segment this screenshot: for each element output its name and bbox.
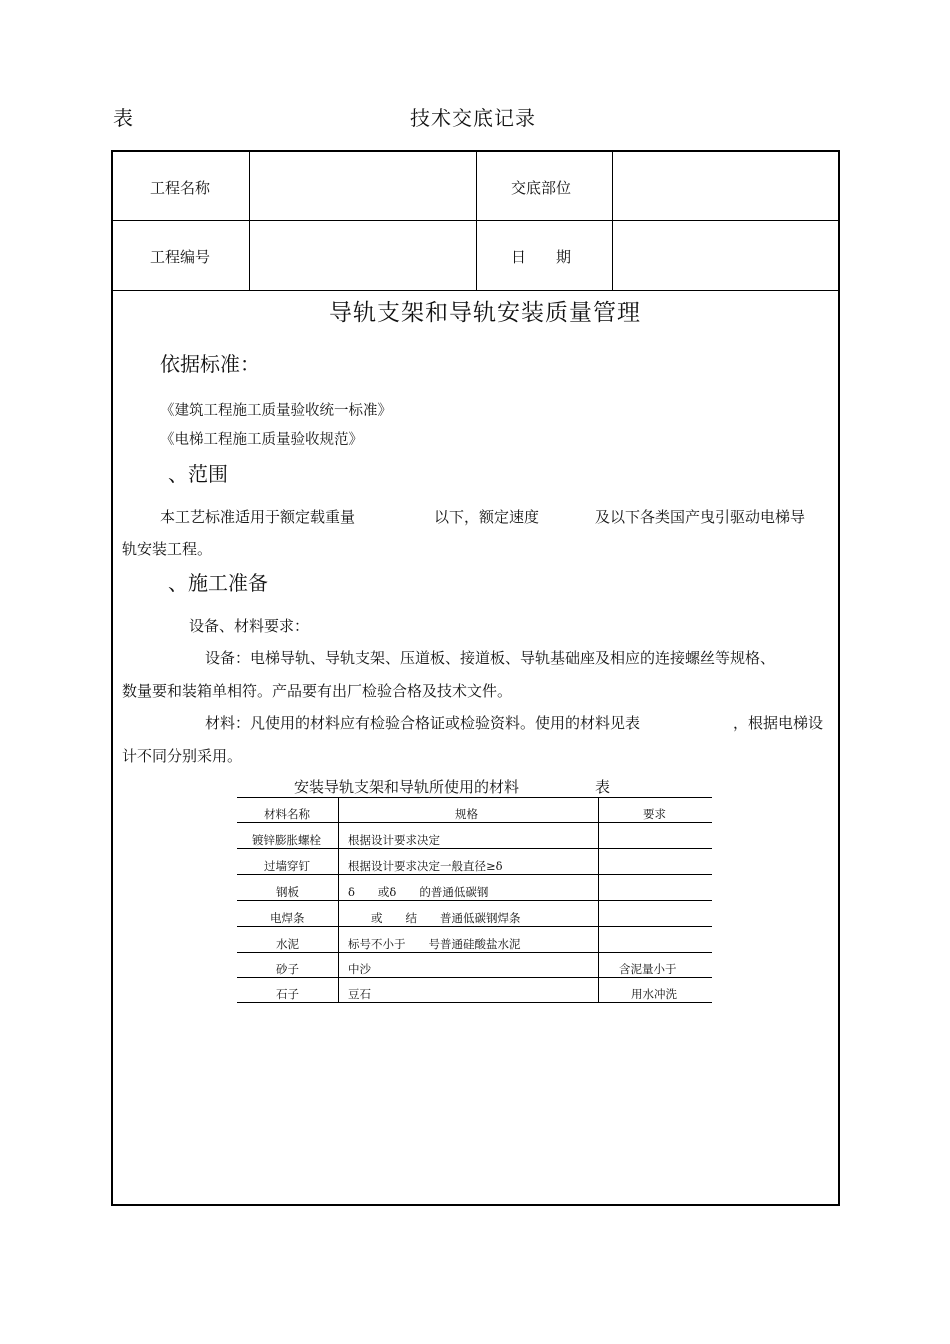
table-rule bbox=[237, 797, 712, 798]
table-cell: δ 或δ 的普通低碳钢 bbox=[348, 885, 489, 899]
equip-material-heading: 设备、材料要求： bbox=[189, 617, 310, 635]
row-divider-2 bbox=[113, 290, 838, 291]
col-divider-2 bbox=[476, 152, 477, 290]
table-cell: 含泥量小于 bbox=[619, 962, 677, 976]
table-header: 要求 bbox=[643, 807, 666, 821]
table-rule bbox=[237, 1002, 712, 1003]
table-cell: 镀锌膨胀螺栓 bbox=[252, 833, 321, 847]
table-rule bbox=[237, 822, 712, 823]
material-text: 计不同分别采用。 bbox=[122, 747, 243, 765]
col-divider-1 bbox=[249, 152, 250, 290]
table-header: 规格 bbox=[455, 807, 478, 821]
table-cell: 或 结 普通低碳钢焊条 bbox=[348, 911, 521, 925]
table-col-rule bbox=[338, 797, 339, 1003]
table-rule bbox=[237, 874, 712, 875]
table-cell: 钢板 bbox=[276, 885, 299, 899]
table-rule bbox=[237, 977, 712, 978]
table-cell: 豆石 bbox=[348, 987, 371, 1001]
materials-table-caption: 安装导轨支架和导轨所使用的材料 bbox=[294, 778, 520, 796]
table-rule bbox=[237, 926, 712, 927]
col-divider-3 bbox=[612, 152, 613, 290]
basis-heading: 依据标准： bbox=[160, 352, 260, 376]
table-rule bbox=[237, 900, 712, 901]
materials-table-caption-suffix: 表 bbox=[595, 778, 611, 796]
material-text: 材料：凡使用的材料应有检验合格证或检验资料。使用的材料见表 bbox=[205, 714, 641, 732]
table-cell: 电焊条 bbox=[270, 911, 305, 925]
document-title: 导轨支架和导轨安装质量管理 bbox=[329, 300, 641, 326]
table-cell: 砂子 bbox=[276, 962, 299, 976]
table-rule bbox=[237, 848, 712, 849]
table-header: 材料名称 bbox=[264, 807, 310, 821]
scope-text: 及以下各类国产曳引驱动电梯导 bbox=[595, 508, 806, 526]
header-form-label: 表 bbox=[113, 106, 133, 130]
table-cell: 水泥 bbox=[276, 937, 299, 951]
standard-item: 《建筑工程施工质量验收统一标准》 bbox=[160, 403, 392, 419]
scope-text: 以下，额定速度 bbox=[434, 508, 540, 526]
table-cell: 根据设计要求决定一般直径≥δ bbox=[348, 859, 503, 873]
prep-heading: 、施工准备 bbox=[168, 571, 268, 595]
table-col-rule bbox=[598, 797, 599, 1003]
materials-table bbox=[237, 797, 712, 1003]
scope-text: 轨安装工程。 bbox=[122, 540, 213, 558]
date-label: 日 期 bbox=[511, 248, 572, 266]
standard-item: 《电梯工程施工质量验收规范》 bbox=[160, 432, 363, 448]
page-title: 技术交底记录 bbox=[410, 106, 536, 130]
table-cell: 用水冲洗 bbox=[631, 987, 677, 1001]
material-text: ，根据电梯设 bbox=[733, 714, 824, 732]
table-rule bbox=[237, 952, 712, 953]
equipment-text: 数量要和装箱单相符。产品要有出厂检验合格及技术文件。 bbox=[122, 682, 513, 700]
scope-heading: 、范围 bbox=[168, 462, 228, 486]
project-no-label: 工程编号 bbox=[150, 248, 211, 266]
table-cell: 过墙穿钉 bbox=[264, 859, 310, 873]
table-cell: 标号不小于 号普通硅酸盐水泥 bbox=[348, 937, 521, 951]
scope-text: 本工艺标准适用于额定载重量 bbox=[160, 508, 356, 526]
table-cell: 中沙 bbox=[348, 962, 371, 976]
equipment-text: 设备：电梯导轨、导轨支架、压道板、接道板、导轨基础座及相应的连接螺丝等规格、 bbox=[205, 649, 776, 667]
project-name-label: 工程名称 bbox=[150, 179, 211, 197]
location-label: 交底部位 bbox=[511, 179, 572, 197]
table-cell: 根据设计要求决定 bbox=[348, 833, 440, 847]
table-cell: 石子 bbox=[276, 987, 299, 1001]
